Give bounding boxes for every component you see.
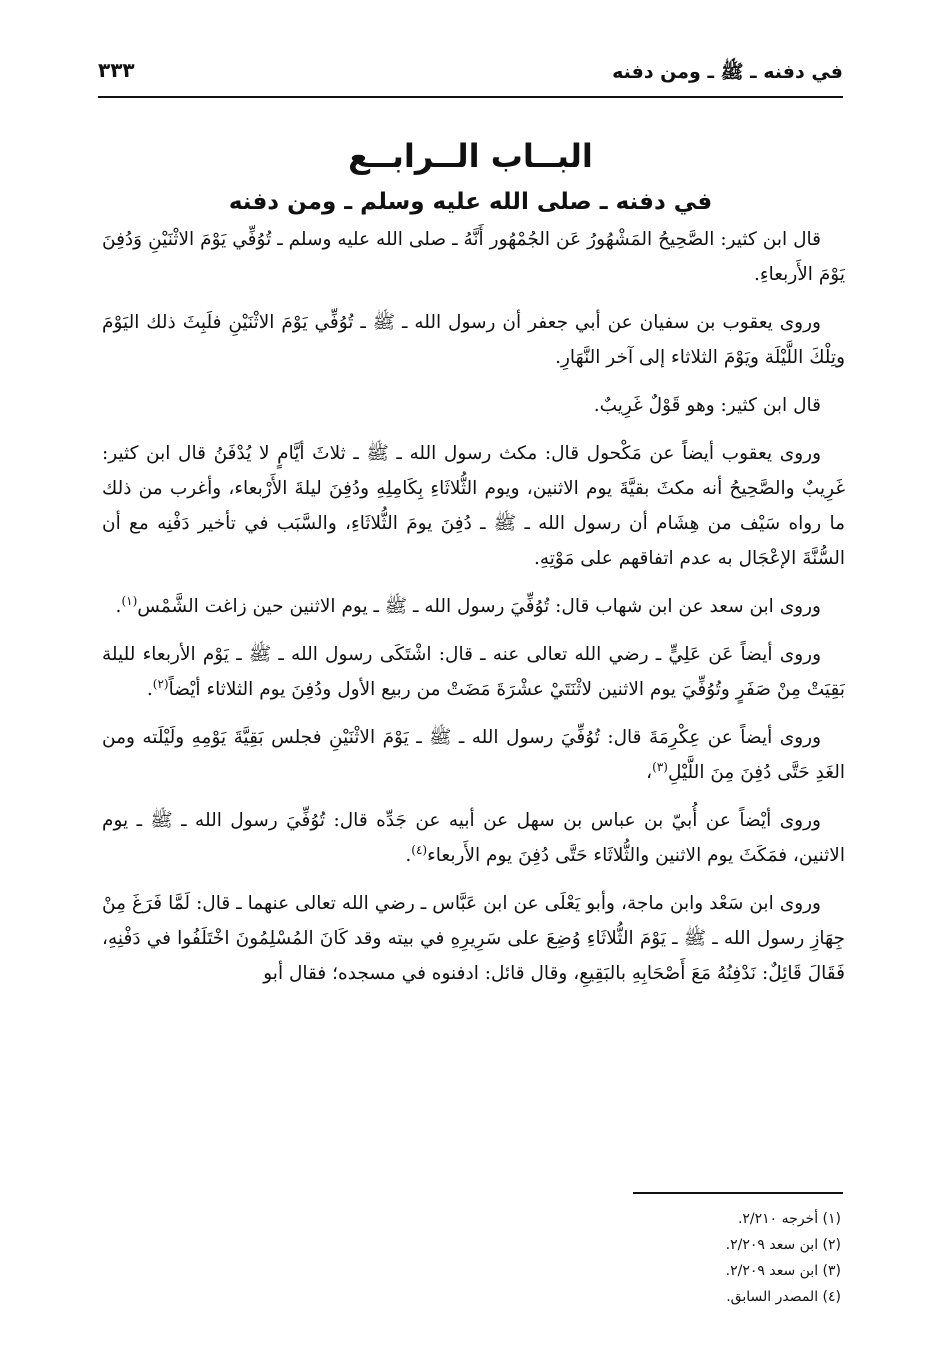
footnote: (١) أخرجه ٢/٢١٠.: [737, 1211, 841, 1227]
paragraph: [102, 886, 845, 991]
paragraph-text: وروى ابن سَعْد وابن ماجة، وأبو يَعْلَى عن ابن عَبَّاس ـ رضي الله تعالى عنهما ـ قال: لَمَّا فَرَغَ مِنْ جِهَازِ رسول الله ـ ﷺ ـ يَوْمَ الثُّلاثَاءِ وُضِعَ على سَرِيرِهِ في بيته وقد كَانَ المُسْلِمُونَ اخْتَلَفُوا في دَفْنِهِ، فَقَالَ قَائِلٌ: نَدْفِنُهُ مَعَ أَصْحَابِهِ بالبَقِيعِ، وقال قائل: ادفنوه في مسجده؛ فقال أبو: [102, 893, 845, 984]
body-text: [102, 222, 845, 1004]
footnote-ref[interactable]: (٣): [652, 759, 668, 774]
paragraph-text: وروى أيْضاً عن أُبيّ بن عباس بن سهل عن أبيه عن جَدِّه قال: تُوُفِّيَ رسول الله ـ ﷺ ـ يوم الاثنين، فمَكَثَ يوم الاثنين والثُّلاثَاء حَتَّى دُفِنَ يوم الأَربعاء: [102, 810, 845, 866]
paragraph: وروى أيضاً عَن عَلِيٍّ ـ رضي الله تعالى عنه ـ قال: اشْتَكَى رسول الله ـ ﷺ ـ يَوْم الأربعاء لليلة بَقِيَتْ مِنْ صَفَرٍ وتُوُفِّيَ يوم الاثنين لاثْنَتَيْ عشْرَةَ مَضَتْ من ربيع الأول ودُفِنَ يوم الثلاثاء أيْضاً$^{(٢)}$.: [102, 644, 845, 700]
paragraph: [102, 222, 845, 292]
footnotes-list: [441, 1206, 841, 1310]
footnote: (٤) المصدر السابق.: [726, 1289, 841, 1305]
paragraph: وروى أيْضاً عن أُبيّ بن عباس بن سهل عن أبيه عن جَدِّه قال: تُوُفِّيَ رسول الله ـ ﷺ ـ يوم الاثنين، فمَكَثَ يوم الاثنين والثُّلاثَاء حَتَّى دُفِنَ يوم الأَربعاء$^{(٤)}$.: [102, 810, 845, 866]
chapter-subtitle: في دفنه ـ صلى الله عليه وسلم ـ ومن دفنه: [228, 189, 713, 216]
running-title: في دفنه ـ ﷺ ـ ومن دفنه: [612, 61, 843, 83]
paragraph-text: وروى أيضاً عَن عَلِيٍّ ـ رضي الله تعالى عنه ـ قال: اشْتَكَى رسول الله ـ ﷺ ـ يَوْم الأربعاء لليلة بَقِيَتْ مِنْ صَفَرٍ وتُوُفِّيَ يوم الاثنين لاثْنَتَيْ عشْرَةَ مَضَتْ من ربيع الأول ودُفِنَ يوم الثلاثاء أيْضاً: [102, 644, 845, 700]
paragraph: [102, 305, 845, 375]
chapter-title: البــاب الــرابــع: [348, 137, 593, 176]
paragraph-text: قال ابن كثير: وهو قَوْلٌ غَرِيبٌ.: [593, 395, 821, 416]
footnote-ref[interactable]: (٢): [152, 676, 169, 691]
footnote-divider: [633, 1192, 843, 1194]
paragraph-text: وروى ابن سعد عن ابن شهاب قال: تُوُفِّيَ رسول الله ـ ﷺ ـ يوم الاثنين حين زاغت الشَّمْس: [137, 596, 821, 617]
paragraph-text: وروى يعقوب بن سفيان عن أبي جعفر أن رسول الله ـ ﷺ ـ تُوُفِّي يَوْمَ الاثْنَيْنِ فلَبِثَ ذلك اليَوْمَ وتِلْكَ اللَّيْلَة ويَوْمَ الثلاثاء إلى آخر النَّهَارِ.: [102, 312, 845, 368]
paragraph: [102, 436, 845, 576]
paragraph: [102, 388, 845, 423]
footnote: (٢) ابن سعد ٢/٢٠٩.: [725, 1237, 841, 1253]
footnote-ref[interactable]: (٤): [411, 842, 428, 857]
footnote-ref[interactable]: (١): [121, 593, 138, 608]
running-header: [98, 56, 843, 98]
footnote: (٣) ابن سعد ٢/٢٠٩.: [725, 1263, 841, 1279]
page-number: ٣٣٣: [98, 58, 135, 82]
paragraph: وروى ابن سعد عن ابن شهاب قال: تُوُفِّيَ رسول الله ـ ﷺ ـ يوم الاثنين حين زاغت الشَّمْس$^{(١)}$.: [115, 593, 821, 617]
paragraph-text: وروى أيضاً عن عِكْرِمَةَ قال: تُوُفِّيَ رسول الله ـ ﷺ ـ يَوْمَ الاثْنَيْنِ فجلس بَقِيَّةَ يَوْمِهِ ولَيْلَته ومن الغَدِ حَتَّى دُفِنَ مِنَ اللَّيْلِ: [102, 727, 845, 783]
paragraph: وروى أيضاً عن عِكْرِمَةَ قال: تُوُفِّيَ رسول الله ـ ﷺ ـ يَوْمَ الاثْنَيْنِ فجلس بَقِيَّةَ يَوْمِهِ ولَيْلَته ومن الغَدِ حَتَّى دُفِنَ مِنَ اللَّيْلِ$^{(٣)}$،: [102, 727, 845, 783]
paragraph-text: وروى يعقوب أيضاً عن مَكْحول قال: مكث رسول الله ـ ﷺ ـ ثلاثَ أيَّامٍ لا يُدْفَنُ قال ابن كثير: غَرِيبٌ والصَّحِيحُ أنه مكثَ بقيَّةَ يوم الاثنين، ويوم الثُّلاثَاءِ بِكَامِلِهِ ودُفِنَ ليلةَ الأَرْبعاء، وأغرب من ذلك ما رواه سَيْف من هِشَام أن رسول الله ـ ﷺ ـ دُفِنَ يومَ الثُّلاثَاءِ، والسَّبَب في تأخير دَفْنِه مع أن السُّنَّةَ الإعْجَال به عدم اتفاقهم على مَوْتِهِ.: [102, 443, 845, 569]
paragraph-text: قال ابن كثير: الصَّحِيحُ المَشْهُورُ عَن الجُمْهُور أَنَّهُ ـ صلى الله عليه وسلم ـ تُوُفِّي يَوْمَ الاثْنَيْنِ وَدُفِنَ يَوْمَ الأَربعاءِ.: [102, 229, 845, 285]
